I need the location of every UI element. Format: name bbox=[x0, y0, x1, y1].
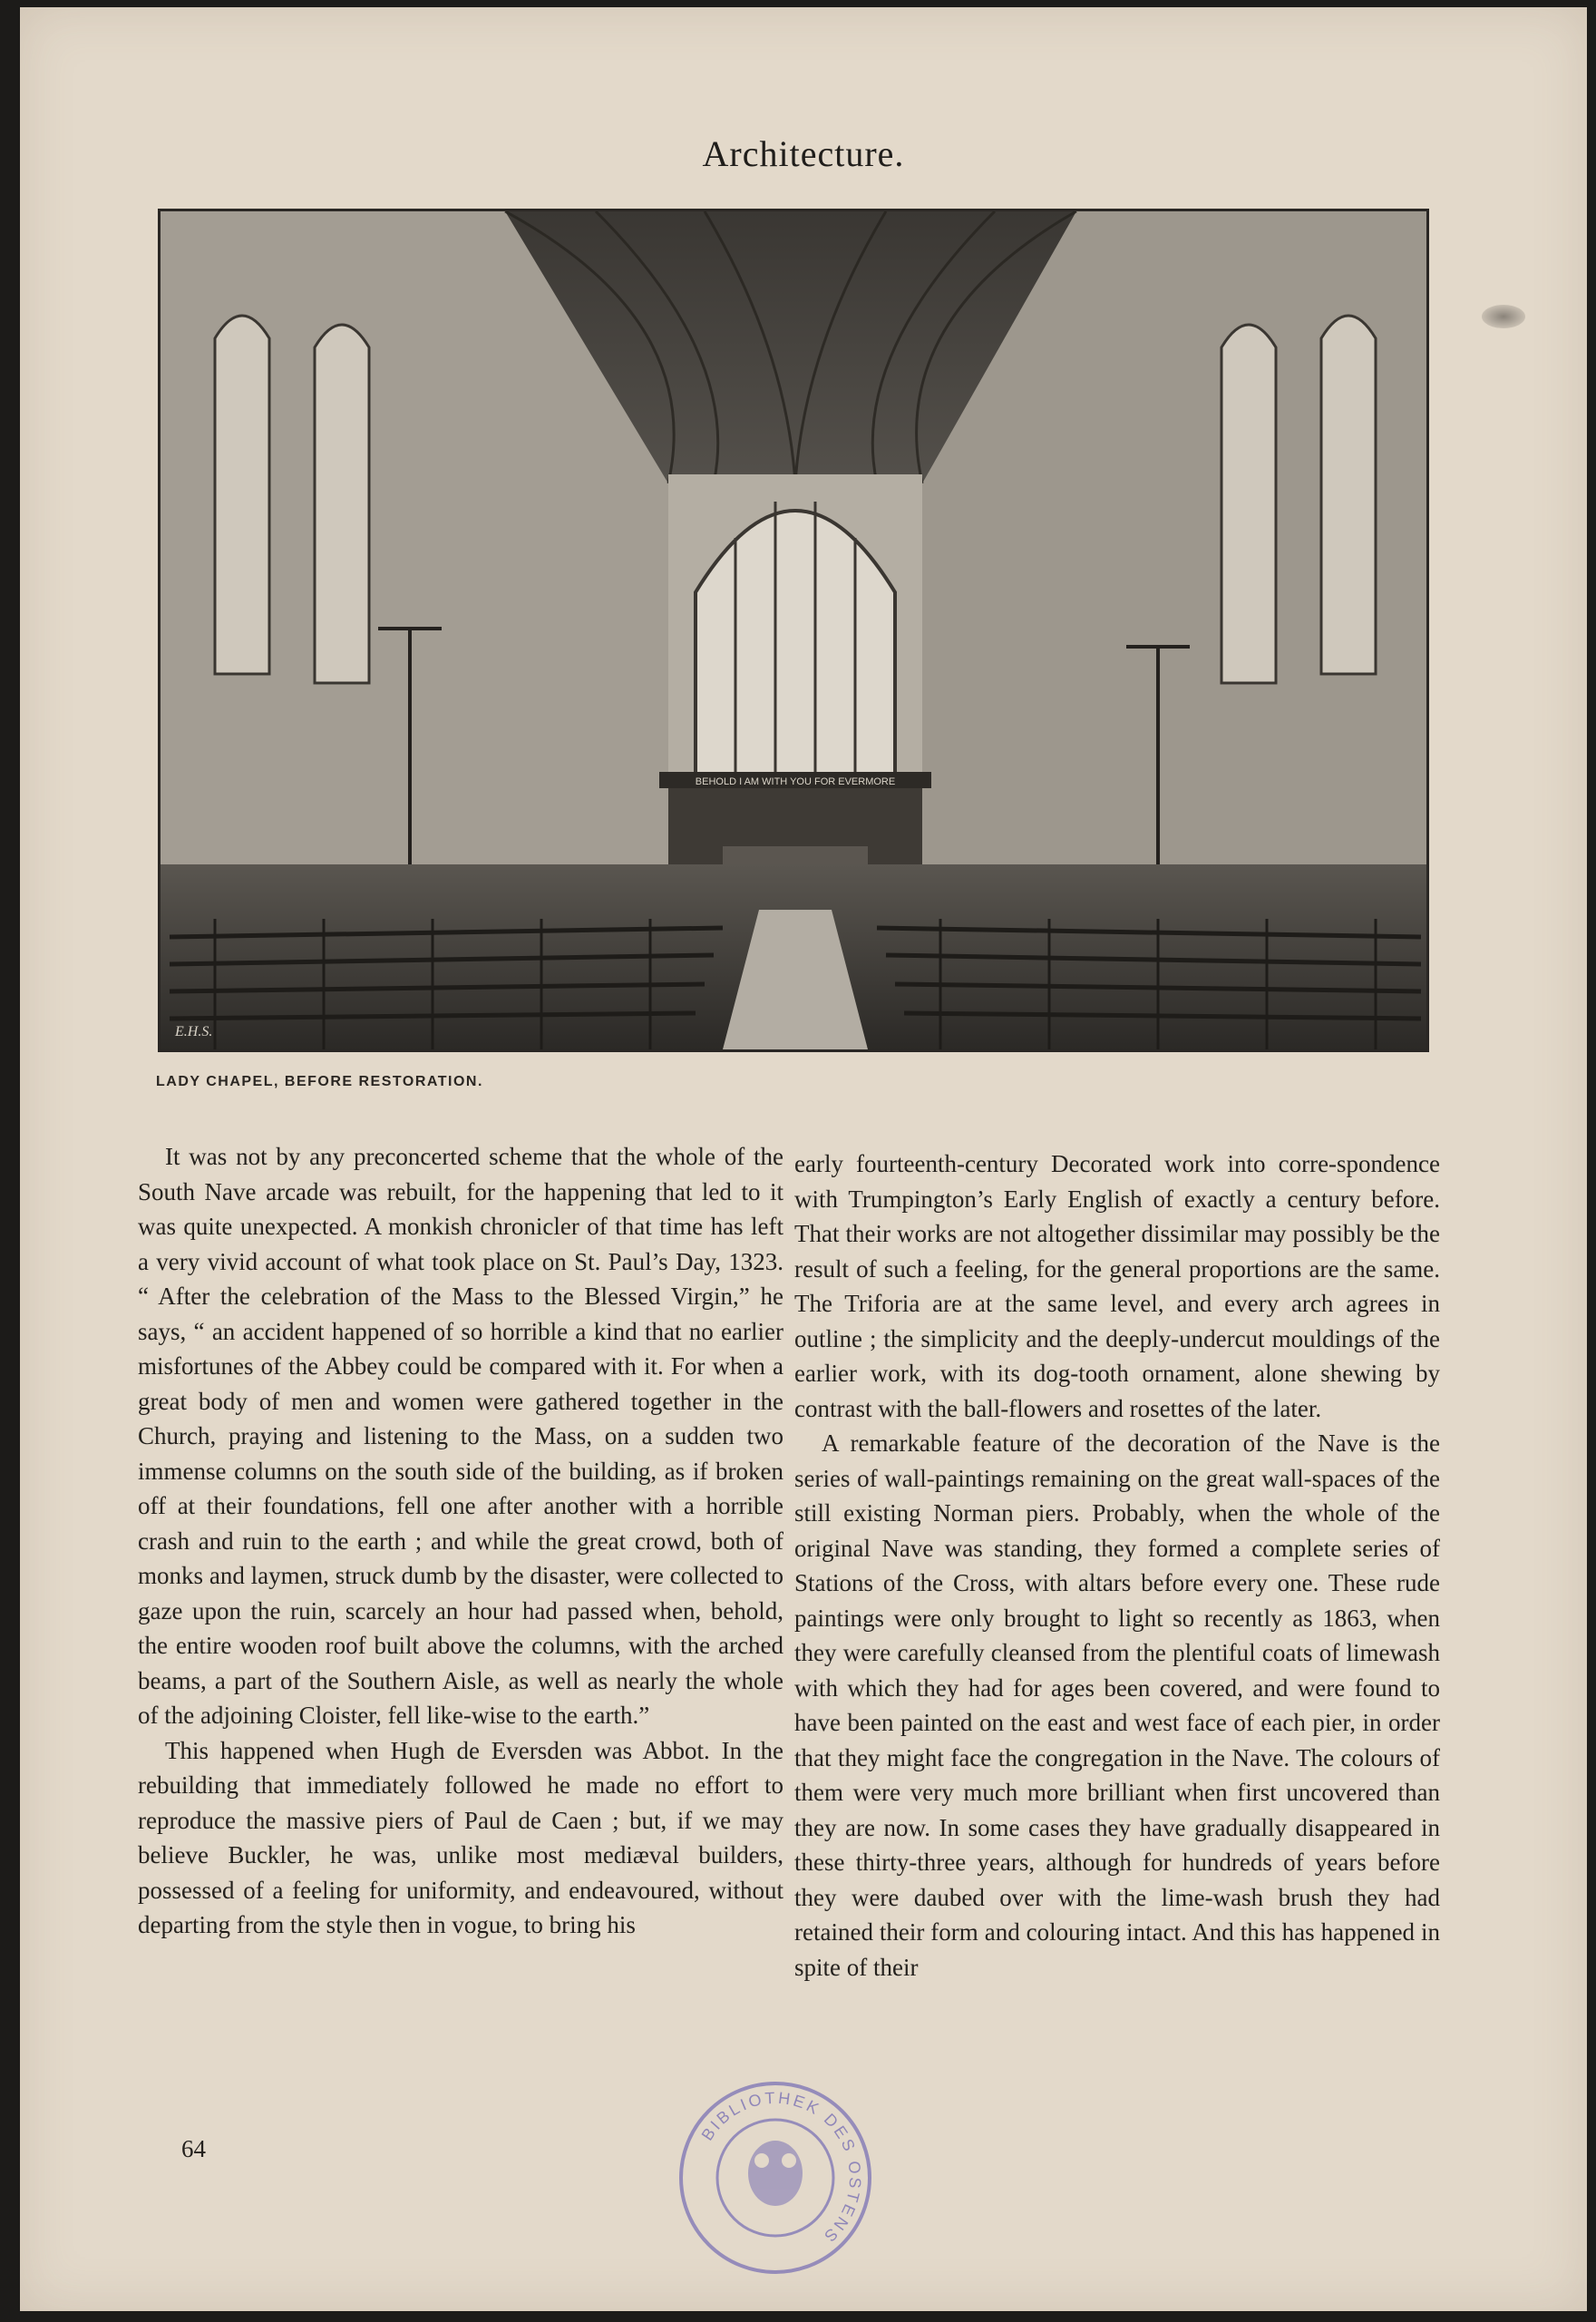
svg-text:BIBLIOTHEK DES OSTENS: BIBLIOTHEK DES OSTENS bbox=[697, 2088, 865, 2248]
paragraph: A remarkable feature of the decoration of the Nave is the series of wall-paintings remaining on the great wall-spaces of the still existing Norman piers. Probably, when the whole of the original Nave was standing, they formed a complete series of Stations of the Cross, with altars before every one. These rude paintings were only brought to light so recently as 1863, when they were carefully cleansed from the plentiful coats of limewash with which they had for ages been covered, and were found to have been painted on the east and west face of each pier, in order that they might face the congregation in the Nave. The colours of them were very much more brilliant when first uncovered than they are now. In some cases they have gradually disappeared in these thirty-three years, although for hundreds of years before they were daubed over with the lime-wash brush they had retained their form and colouring intact. And this has happened in spite of their bbox=[794, 1429, 1440, 1981]
inscription-band: BEHOLD I AM WITH YOU FOR EVERMORE bbox=[695, 776, 896, 787]
chapel-interior-illustration bbox=[161, 211, 1426, 1049]
book-page bbox=[20, 7, 1587, 2311]
library-stamp-seal bbox=[675, 2077, 876, 2278]
paragraph: It was not by any preconcerted scheme that the whole of the South Nave arcade was rebuilt, for the happening that led to it was quite unexpected. A monkish chronicler of that time has left a very vivid account of what took place on St. Paul’s Day, 1323. “ After the celebration of the Mass to the Blessed Virgin,” he says, “ an accident happened of so horrible a kind that no earlier misfortunes of the Abbey could be compared with it. For when a great body of men and women were gathered together in the Church, praying and listening to the Mass, on a sudden two immense columns on the south side of the building, as if broken off at their foundations, fell one after another with a horrible crash and ruin to the earth ; and while the great crowd, both of monks and laymen, struck dumb by the disaster, were collected to gaze upon the ruin, scarcely an hour had passed when, behold, the entire wooden roof built above the columns, with the arched beams, a part of the Southern Aisle, as well as nearly the whole of the adjoining Cloister, fell like-wise to the earth.” bbox=[138, 1143, 783, 1729]
artist-signature: E.H.S. bbox=[175, 1024, 213, 1039]
left-text-column bbox=[138, 1139, 783, 1943]
page-number: 64 bbox=[181, 2135, 206, 2162]
page-title: Architecture. bbox=[702, 133, 905, 174]
paragraph: This happened when Hugh de Eversden was Abbot. In the rebuilding that immediately followed he made no effort to reproduce the massive piers of Paul de Caen ; but, if we may believe Buckler, he was, unlike most mediæval builders, possessed of a feeling for uniformity, and endeavoured, without departing from the style then in vogue, to bring his bbox=[138, 1736, 783, 1938]
paragraph: early fourteenth-century Decorated work into corre-spondence with Trumpington’s Early English of exactly a century before. That their works are not altogether dissimilar may possibly be the result of such a feeling, for the general proportions are the same. The Triforia are at the same level, and every arch agrees in outline ; the simplicity and the deeply-undercut mouldings of the earlier work, with its dog-tooth ornament, alone shewing by contrast with the ball-flowers and rosettes of the later. bbox=[794, 1150, 1440, 1422]
paper-smudge bbox=[1482, 305, 1525, 328]
chapel-photograph bbox=[158, 209, 1429, 1052]
right-text-column bbox=[794, 1146, 1440, 1985]
figure-caption: LADY CHAPEL, BEFORE RESTORATION. bbox=[156, 1074, 483, 1089]
library-stamp bbox=[675, 2077, 876, 2278]
